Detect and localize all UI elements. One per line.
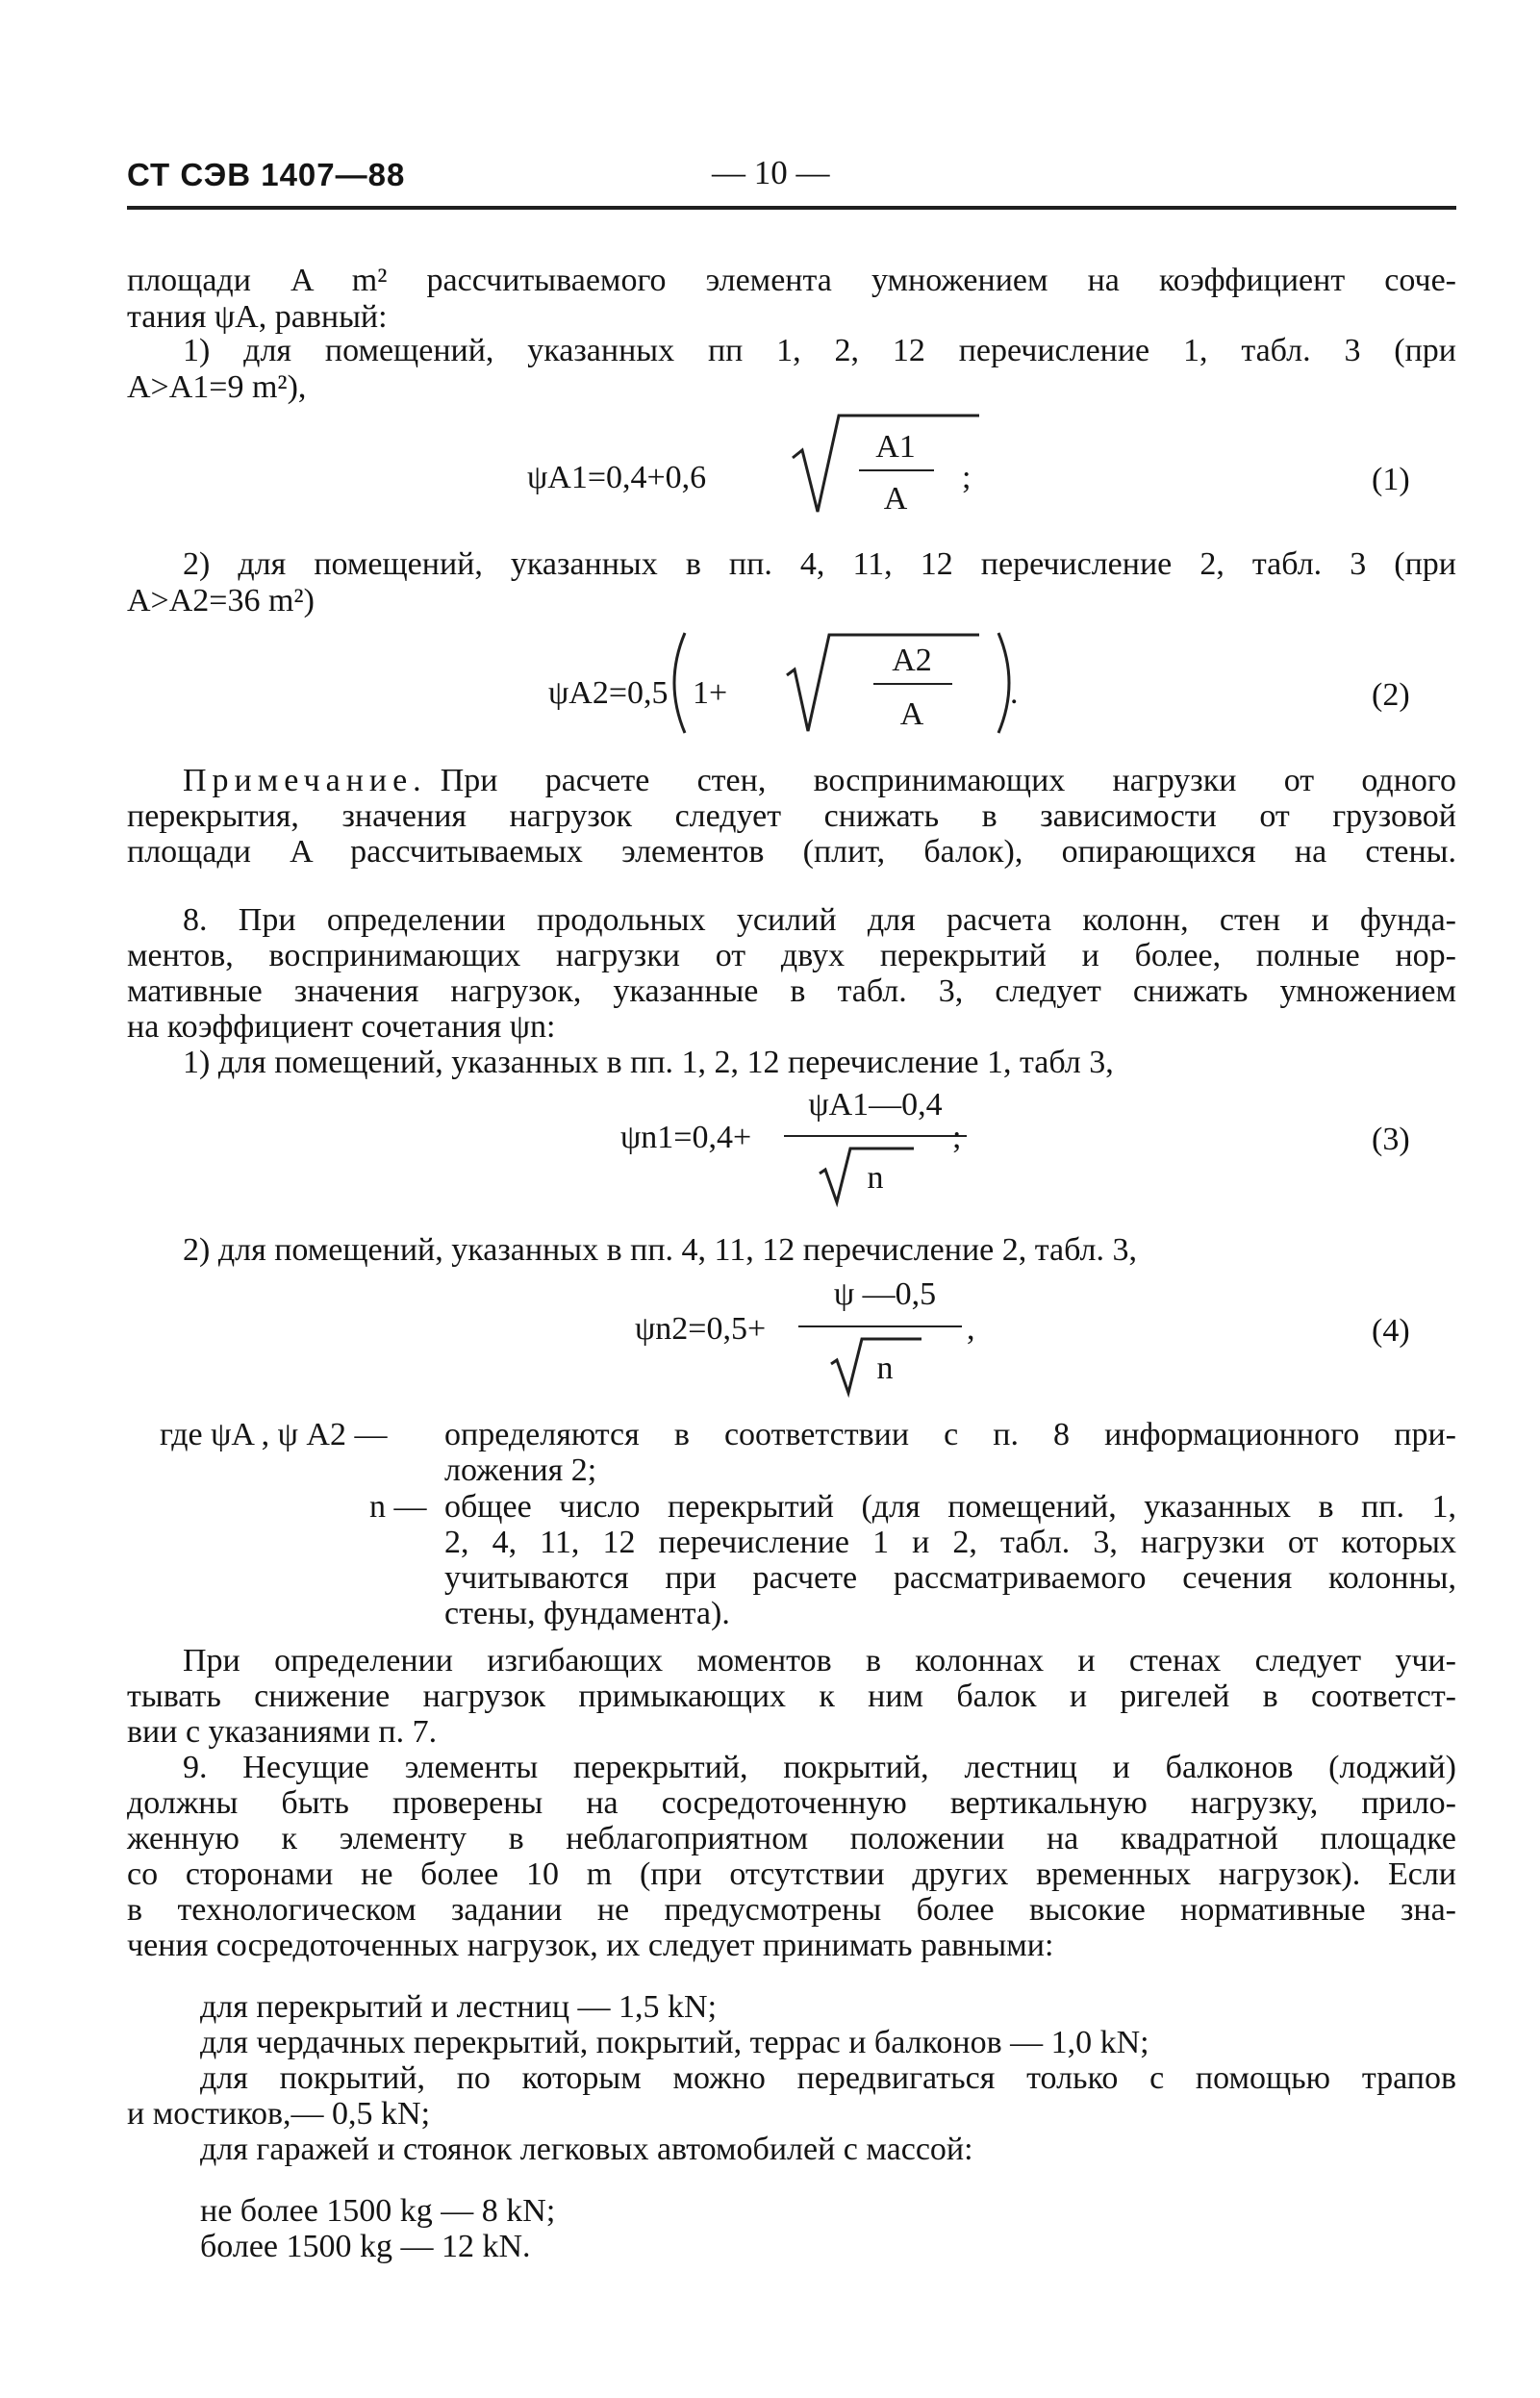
- where-def2-line2: 2, 4, 11, 12 перечисление 1 и 2, табл. 3, нагрузки от которых: [444, 1525, 1456, 1560]
- eq2-number: (2): [1372, 677, 1410, 713]
- where-def2-line3: учитываются при расчете рассматриваемого сечения колонны,: [444, 1560, 1456, 1596]
- p8-line1: 8. При определении продольных усилий для расчета колонн, стен и фунда-: [183, 902, 1456, 938]
- eq1-fraction-bar: [859, 469, 934, 471]
- bend-line3: вии с указаниями п. 7.: [127, 1714, 438, 1750]
- eq4-denominator: n: [876, 1350, 894, 1386]
- load-garages: для гаражей и стоянок легковых автомобилей с массой:: [200, 2132, 973, 2167]
- p8-line4: на коэффициент сочетания ψn:: [127, 1009, 556, 1045]
- bend-line2: тывать снижение нагрузок примыкающих к ним балок и ригелей в соответст-: [127, 1679, 1456, 1714]
- page-number: — 10 —: [712, 154, 830, 191]
- p8-line3: мативные значения нагрузок, указанные в табл. 3, следует снижать умножением: [127, 973, 1456, 1009]
- p9-line5: в технологическом задании не предусмотрены более высокие нормативные зна-: [127, 1892, 1456, 1928]
- item1-line2: A>A1=9 m²),: [127, 369, 307, 405]
- eq1-denominator: A: [883, 481, 908, 517]
- p9-line4: со сторонами не более 10 m (при отсутствии других временных нагрузок). Если: [127, 1856, 1456, 1892]
- load-garage-heavy: более 1500 kg — 12 kN.: [200, 2229, 531, 2264]
- p8-line2: ментов, воспринимающих нагрузки от двух перекрытий и более, полные нор-: [127, 938, 1456, 973]
- note-line3: площади A рассчитываемых элементов (плит, балок), опирающихся на стены.: [127, 834, 1456, 870]
- eq2-lhs: ψA2=0,5: [548, 675, 669, 711]
- eq4-tail: ,: [967, 1311, 975, 1347]
- where-intro: где ψA , ψ A2 —: [160, 1417, 388, 1452]
- note-line2: перекрытия, значения нагрузок следует снижать в зависимости от грузовой: [127, 798, 1456, 834]
- bend-line1: При определении изгибающих моментов в колоннах и стенах следует учи-: [183, 1643, 1456, 1679]
- eq1-numerator: A1: [875, 429, 916, 465]
- p8b-line1: 2) для помещений, указанных в пп. 4, 11, 12 перечисление 2, табл. 3,: [183, 1232, 1138, 1268]
- eq2-denominator: A: [899, 696, 924, 732]
- header-rule: [127, 206, 1456, 210]
- eq3-number: (3): [1372, 1122, 1410, 1157]
- eq3-lhs: ψn1=0,4+: [620, 1120, 752, 1155]
- eq4-lhs: ψn2=0,5+: [635, 1311, 767, 1347]
- eq3-fraction-bar: [784, 1135, 967, 1137]
- para1-line1: площади A m² рассчитываемого элемента умножением на коэффициент соче-: [127, 263, 1456, 298]
- p9-line3: женную к элементу в неблагоприятном положении на квадратной площадке: [127, 1821, 1456, 1856]
- note-text-1: При расчете стен, воспринимающих нагрузки от одного: [440, 763, 1456, 798]
- note-label: Примечание.: [183, 763, 427, 798]
- where-def2-line1: общее число перекрытий (для помещений, указанных в пп. 1,: [444, 1489, 1456, 1525]
- note-line1: [183, 765, 1456, 797]
- load-floors-stairs: для перекрытий и лестниц — 1,5 kN;: [200, 1989, 718, 2025]
- eq2-fraction-bar: [873, 683, 952, 685]
- p9-line2: должны быть проверены на сосредоточенную вертикальную нагрузку, прило-: [127, 1785, 1456, 1821]
- eq1-number: (1): [1372, 462, 1410, 497]
- where-n-symbol: n —: [369, 1489, 427, 1525]
- eq3-denominator: n: [867, 1160, 884, 1196]
- eq3-tail: ;: [952, 1120, 962, 1155]
- eq1-tail: ;: [962, 460, 972, 495]
- p9-line1: 9. Несущие элементы перекрытий, покрытий, лестниц и балконов (лоджий): [183, 1750, 1456, 1785]
- standard-designation: СТ СЭВ 1407—88: [127, 157, 406, 192]
- p8-line5: 1) для помещений, указанных в пп. 1, 2, 12 перечисление 1, табл 3,: [183, 1045, 1114, 1080]
- item2-line2: A>A2=36 m²): [127, 583, 315, 618]
- load-roofs-line2: и мостиков,— 0,5 kN;: [127, 2096, 431, 2132]
- eq2-numerator: A2: [892, 643, 932, 678]
- load-roofs-line1: для покрытий, по которым можно передвигаться только с помощью трапов: [200, 2060, 1456, 2096]
- eq2-one-plus: 1+: [693, 675, 728, 711]
- item2-line1: 2) для помещений, указанных в пп. 4, 11, 12 перечисление 2, табл. 3 (при: [183, 546, 1456, 582]
- eq4-number: (4): [1372, 1313, 1410, 1349]
- where-def1-line2: ложения 2;: [444, 1452, 597, 1488]
- eq4-numerator: ψ —0,5: [833, 1276, 937, 1312]
- p9-line6: чения сосредоточенных нагрузок, их следует принимать равными:: [127, 1928, 1054, 1963]
- eq3-numerator: ψA1—0,4: [808, 1087, 943, 1123]
- eq1-lhs: ψA1=0,4+0,6: [527, 460, 707, 495]
- item1-line1: 1) для помещений, указанных пп 1, 2, 12 перечисление 1, табл. 3 (при: [183, 333, 1456, 368]
- eq4-fraction-bar: [798, 1325, 962, 1327]
- load-garage-light: не более 1500 kg — 8 kN;: [200, 2193, 556, 2229]
- eq2-tail: .: [1010, 675, 1019, 711]
- para1-line2: тания ψA, равный:: [127, 299, 388, 335]
- where-def1-line1: определяются в соответствии с п. 8 информационного при-: [444, 1417, 1456, 1452]
- where-def2-line4: стены, фундамента).: [444, 1596, 730, 1631]
- load-attic-terraces: для чердачных перекрытий, покрытий, террас и балконов — 1,0 kN;: [200, 2025, 1149, 2060]
